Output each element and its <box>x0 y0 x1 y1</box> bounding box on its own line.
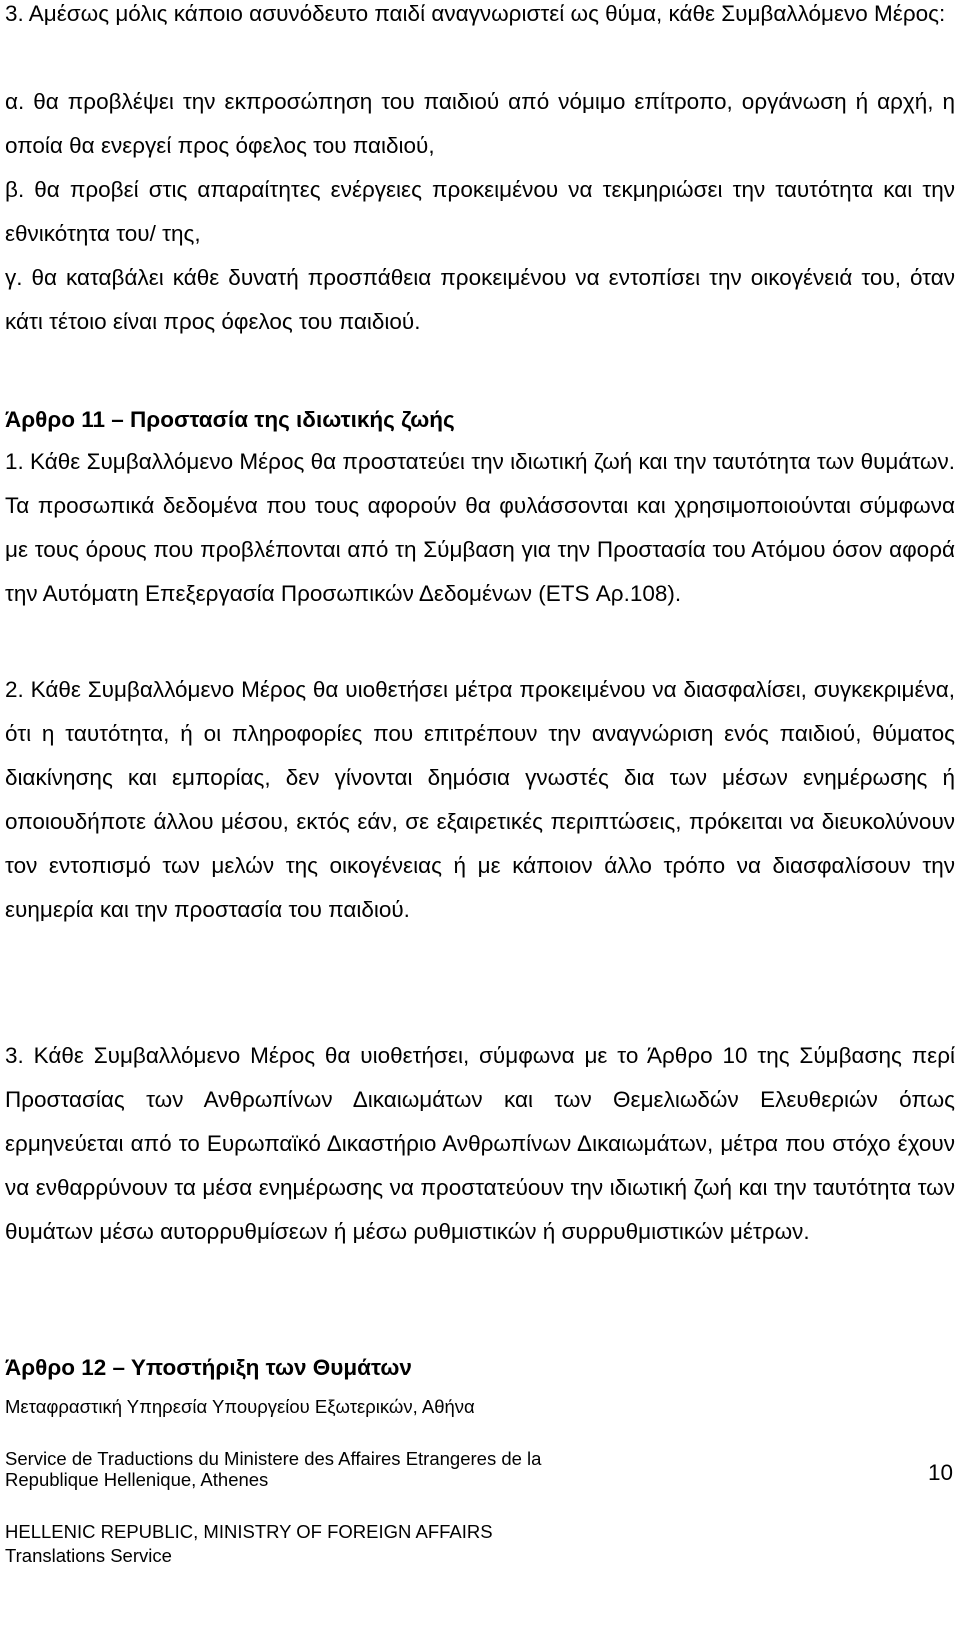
footer-english-line-1: HELLENIC REPUBLIC, MINISTRY OF FOREIGN AFFAIRS <box>5 1521 493 1542</box>
article-11-heading: Άρθρο 11 – Προστασία της ιδιωτικής ζωής <box>5 407 455 432</box>
paragraph-item-a: α. θα προβλέψει την εκπροσώπηση του παιδιού από νόμιμο επίτροπο, οργάνωση ή αρχή, η οποία θα ενεργεί προς όφελος του παιδιού, <box>5 89 955 158</box>
footer-english-line-2: Translations Service <box>5 1545 172 1566</box>
article-11-paragraph-3: 3. Κάθε Συμβαλλόμενο Μέρος θα υιοθετήσει, σύμφωνα με το Άρθρο 10 της Σύμβασης περί Προστασίας των Ανθρωπίνων Δικαιωμάτων και των Θεμελιωδών Ελευθεριών όπως ερμηνεύεται από το Ευρωπαϊκό Δικαστήριο Ανθρωπίνων Δικαιωμάτων, μέτρα που στόχο έχουν να ενθαρρύνουν τα μέσα ενημέρωσης να προστατεύουν την ιδιωτική ζωή και την ταυτότητα των θυμάτων μέσω αυτορρυθμίσεων ή μέσω ρυθμιστικών ή συρρυθμιστικών μέτρων. <box>5 1043 955 1244</box>
paragraph-item-c: γ. θα καταβάλει κάθε δυνατή προσπάθεια προκειμένου να εντοπίσει την οικογένειά του, όταν κάτι τέτοιο είναι προς όφελος του παιδιού. <box>5 265 955 334</box>
article-11-paragraph-2: 2. Κάθε Συμβαλλόμενο Μέρος θα υιοθετήσει μέτρα προκειμένου να διασφαλίσει, συγκεκριμένα, ότι η ταυτότητα, ή οι πληροφορίες που επιτρέπουν την αναγνώριση ενός παιδιού, θύματος διακίνησης και εμπορίας, δεν γίνονται δημόσια γνωστές δια των μέσων ενημέρωσης ή οποιουδήποτε άλλου μέσου, εκτός εάν, σε εξαιρετικές περιπτώσεις, πρόκειται να διευκολύνουν τον εντοπισμό των μελών της οικογένειας ή με κάποιον άλλο τρόπο να διασφαλίσουν την ευημερία και την προστασία του παιδιού. <box>5 677 955 922</box>
paragraph-item-b: β. θα προβεί στις απαραίτητες ενέργειες προκειμένου να τεκμηριώσει την ταυτότητα και την εθνικότητα του/ της, <box>5 177 955 246</box>
footer-french-line-1: Service de Traductions du Ministere des Affaires Etrangeres de la <box>5 1448 542 1469</box>
footer-french-line-2: Republique Hellenique, Athenes <box>5 1469 269 1490</box>
footer-greek-service: Μεταφραστική Υπηρεσία Υπουργείου Εξωτερικών, Αθήνα <box>5 1396 475 1417</box>
paragraph-intro: 3. Αμέσως μόλις κάποιο ασυνόδευτο παιδί αναγνωριστεί ως θύμα, κάθε Συμβαλλόμενο Μέρος: <box>5 1 946 26</box>
article-12-heading: Άρθρο 12 – Υποστήριξη των Θυμάτων <box>5 1355 412 1380</box>
page-number: 10 <box>927 1460 953 1485</box>
article-11-paragraph-1: 1. Κάθε Συμβαλλόμενο Μέρος θα προστατεύει την ιδιωτική ζωή και την ταυτότητα των θυμάτων. Τα προσωπικά δεδομένα που τους αφορούν θα φυλάσσονται και χρησιμοποιούνται σύμφωνα με τους όρους που προβλέπονται από τη Σύμβαση για την Προστασία του Ατόμου όσον αφορά την Αυτόματη Επεξεργασία Προσωπικών Δεδομένων (ETS Αρ.108). <box>5 449 955 606</box>
